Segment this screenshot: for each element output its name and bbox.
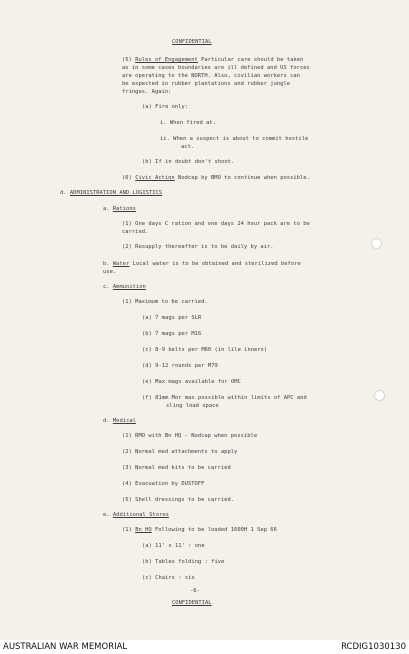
stores-para-1: (1) Bn HQ Following to be loaded 1600H 1 Sep 66 (122, 527, 277, 533)
rules-line-3: are operating to the NORTH. Also, civilian workers can (122, 73, 300, 79)
page-number: -6- (190, 588, 200, 594)
rations-para-1: (1) One days C ration and one days 24 hour pack are to be (122, 221, 310, 227)
rules-line-4: be expected in rubber plantations and rubber jungle (122, 81, 291, 87)
admin-heading-line: d. ADMINISTRATION AND LOGISTICS (60, 190, 163, 196)
stores-item-a: (a) 11' x 11' : one (142, 543, 205, 549)
rations-para-1-cont: carried. (122, 229, 149, 235)
rations-para-2: (2) Resupply thereafter is to be daily by air. (122, 244, 274, 250)
stores-item-b: (b) Tables folding : five (142, 559, 225, 565)
rules-item-a-ii-cont: act. (181, 144, 195, 150)
ammunition-item-a: (a) 7 mags per SLR (142, 315, 202, 321)
archive-footer (0, 640, 409, 654)
footer-source: AUSTRALIAN WAR MEMORIAL (3, 642, 128, 652)
ammunition-para-1: (1) Maximum to be carried. (122, 299, 208, 305)
stores-bn-hq-heading: Bn HQ (135, 527, 152, 533)
ammunition-item-b: (b) 7 mags per M16 (142, 331, 202, 337)
ammunition-heading: Ammunition (112, 284, 146, 290)
rules-item-a-ii: ii. When a suspect is about to commit hostile (160, 136, 309, 142)
admin-heading: ADMINISTRATION AND LOGISTICS (69, 190, 163, 196)
punch-hole (374, 390, 385, 401)
stores-item-c: (c) Chairs : six (142, 575, 195, 581)
rules-item-a: (a) Fire only: (142, 104, 189, 110)
stores-heading-line: e. Additional Stores (103, 512, 169, 518)
rules-heading: Rules of Engagement (135, 57, 198, 63)
water-line-2: use. (103, 269, 117, 275)
ammunition-item-e: (e) Max mags available for OMC (142, 379, 241, 385)
ammunition-heading-line: c. Ammunition (103, 284, 146, 290)
civic-action-line: (6) Civic Action Nodcap by BMO to continue when possible. (122, 175, 310, 181)
classification-footer: CONFIDENTIAL (172, 600, 212, 606)
rules-item-b: (b) If in doubt don't shoot. (142, 159, 235, 165)
medical-para-5: (5) Shell dressings to be carried. (122, 497, 235, 503)
water-heading: Water (112, 261, 130, 267)
medical-heading: Medical (112, 418, 136, 424)
punch-hole (371, 238, 382, 249)
rations-heading-line: a. Rations (103, 206, 136, 212)
ammunition-item-f-cont: sling load space (166, 403, 219, 409)
rules-line-2: as in some cases boundaries are ill defined and US forces (122, 65, 310, 71)
stores-heading: Additional Stores (112, 512, 169, 518)
rules-line-1: (5) Rules of Engagement Particular care should be taken (122, 57, 304, 63)
medical-para-1: (1) RMO with Bn HQ - Nodcap when possible (122, 433, 258, 439)
footer-record-id: RCDIG1030130 (341, 642, 406, 652)
medical-para-4: (4) Evacuation by DUSTOFF (122, 481, 205, 487)
rules-line-5: fringes. Again: (122, 89, 172, 95)
ammunition-item-c: (c) 8-9 belts per M60 (in lile inners) (142, 347, 268, 353)
water-line-1: b. Water Local water is to be obtained and sterilized before (103, 261, 301, 267)
rules-item-a-i: i. When fired at. (160, 120, 217, 126)
rations-heading: Rations (112, 206, 136, 212)
ammunition-item-f: (f) 81mm Mor max possible within limits of APC and (142, 395, 307, 401)
classification-header: CONFIDENTIAL (172, 39, 212, 45)
ammunition-item-d: (d) 9-12 rounds per M79 (142, 363, 218, 369)
medical-para-3: (3) Normal med kits to be carried (122, 465, 231, 471)
medical-para-2: (2) Normal med attachments to apply (122, 449, 238, 455)
civic-action-heading: Civic Action (135, 175, 175, 181)
medical-heading-line: d. Medical (103, 418, 136, 424)
